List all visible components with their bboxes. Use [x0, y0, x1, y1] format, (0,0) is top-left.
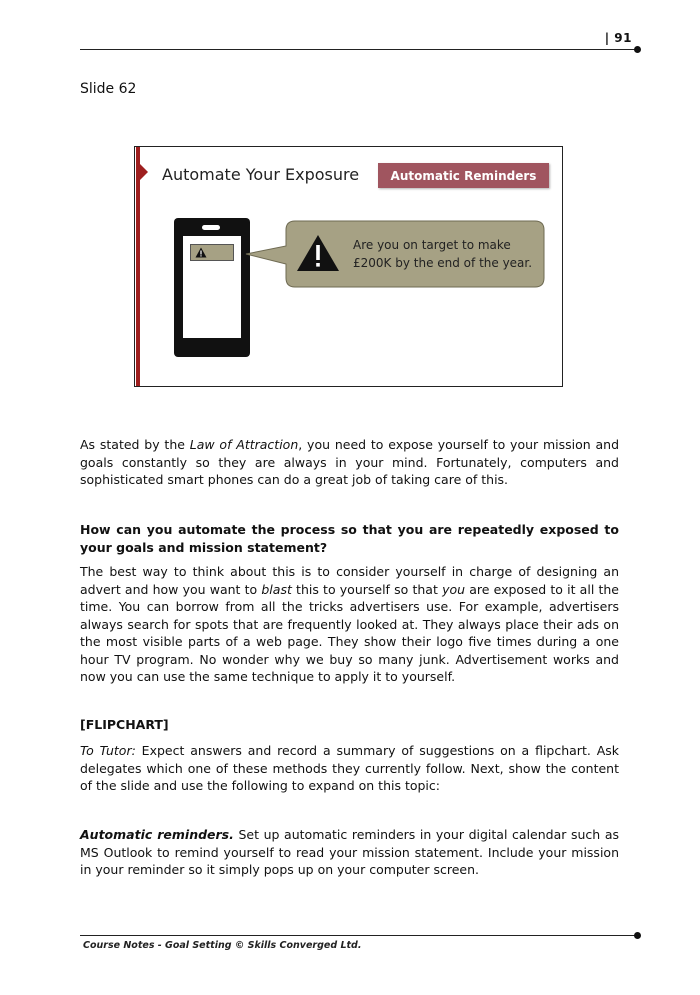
tutor-note-text: Expect answers and record a summary of suggestions on a flipchart. Ask delegates which one of these methods they currently follow. Next, show the content of the slide and use the following to expand on this topic:: [80, 743, 619, 793]
footer-rule: [80, 935, 637, 936]
paragraph1-text-2: , you need to expose yourself to your mission and goals constantly so they are always in your mind. Fortunately, computers and sophisticated smart phones can do a great job of taking care of this.: [80, 437, 620, 487]
slide-image: [134, 146, 563, 387]
callout-line-2: £200K by the end of the year.: [353, 256, 533, 270]
flipchart-heading: [FLIPCHART]: [80, 717, 169, 732]
header-rule-dot: [634, 46, 641, 53]
footer-text: Course Notes - Goal Setting © Skills Converged Ltd.: [83, 940, 362, 951]
paragraph2-text-1: The best way to think about this is to consider yourself in charge of designing an advert and how you want to: [80, 564, 619, 597]
tutor-note: [80, 742, 619, 795]
page-number: | 91: [604, 31, 632, 45]
paragraph-advertising: [80, 563, 619, 686]
paragraph2-text-3: are exposed to it all the time. You can borrow from all the tricks advertisers use. For example, advertisers always search for spots that are frequently looked at. They always place their ads on the most visible parts of a web page. They show their logo five times during a one hour TV program. No wonder why we buy so many junk. Advertisement works and now you can use the same technique to apply it to yourself.: [80, 581, 619, 684]
slide-badge: Automatic Reminders: [378, 163, 549, 188]
question-heading: How can you automate the process so that you are repeatedly exposed to your goals and mission statement?: [80, 522, 619, 555]
slide-label: Slide 62: [80, 81, 137, 97]
paragraph2-text-2: this to yourself so that: [291, 581, 443, 597]
header-rule: [80, 49, 637, 50]
tutor-note-label: To Tutor:: [80, 743, 136, 758]
blast-term: blast: [261, 581, 292, 597]
reminders-text: Set up automatic reminders in your digital calendar such as MS Outlook to remind yourself to read your mission statement. Include your mission in your reminder so it simply pops up on your computer screen.: [80, 827, 619, 877]
automatic-reminders-paragraph: [80, 826, 619, 879]
callout-line-1: Are you on target to make: [353, 238, 511, 252]
law-of-attraction-term: Law of Attraction: [189, 437, 299, 452]
you-term: you: [442, 581, 466, 597]
slide-title: Automate Your Exposure: [162, 165, 360, 184]
paragraph1-text-1: As stated by the: [80, 437, 190, 452]
callout-text: [353, 236, 533, 272]
paragraph-law-of-attraction: [80, 436, 619, 489]
footer-rule-dot: [634, 932, 641, 939]
reminders-label: Automatic reminders.: [80, 827, 234, 842]
